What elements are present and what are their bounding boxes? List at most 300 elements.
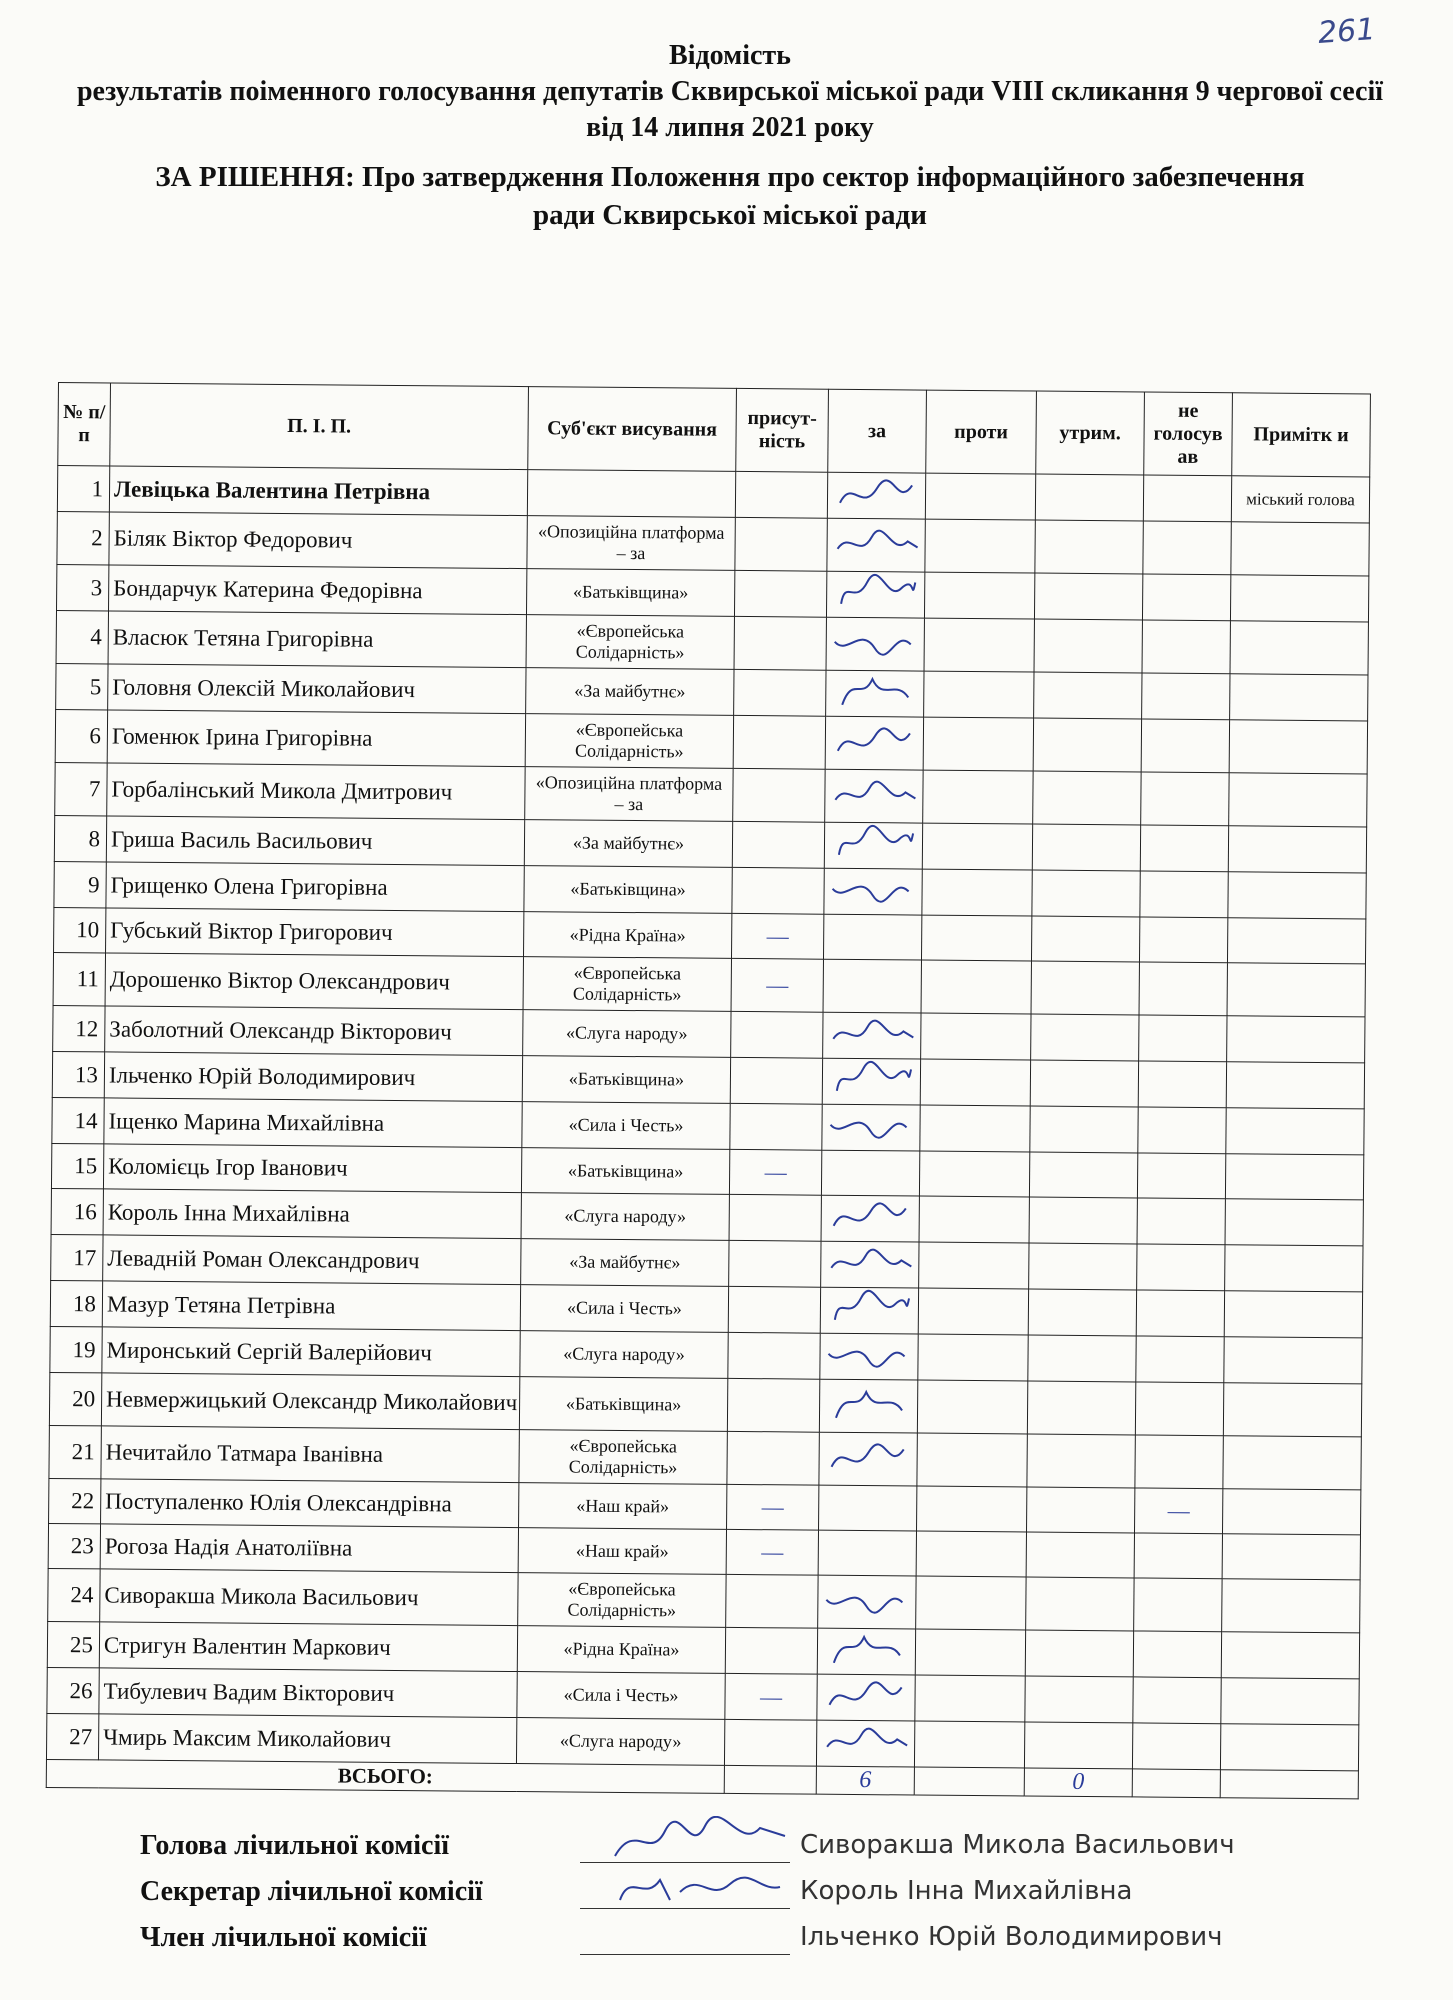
commission-person: Сиворакша Микола Васильович <box>800 1830 1235 1860</box>
row-note <box>1228 872 1366 919</box>
row-against <box>915 1629 1025 1676</box>
commission-row <box>140 1876 1390 1922</box>
row-note <box>1227 918 1365 964</box>
row-name: Поступаленко Юлія Олександрівна <box>101 1479 519 1528</box>
row-name: Грищенко Олена Григорівна <box>106 862 524 912</box>
row-name: Тибулевич Вадим Вікторович <box>99 1668 517 1718</box>
row-against <box>916 1531 1026 1577</box>
handwritten-signature-icon <box>825 1288 915 1329</box>
header-party: Суб'єкт висування <box>528 387 737 472</box>
row-not-voted <box>1137 1244 1225 1291</box>
total-present <box>724 1765 816 1794</box>
row-against <box>923 770 1033 824</box>
row-against <box>920 1105 1030 1152</box>
row-against <box>918 1288 1028 1335</box>
row-for <box>826 617 924 671</box>
handwritten-signature-icon <box>824 1334 914 1375</box>
row-against <box>924 572 1034 619</box>
header-against: проти <box>926 390 1037 474</box>
row-note: міський голова <box>1231 476 1369 523</box>
row-note <box>1231 522 1369 576</box>
row-party: «Сила і Честь» <box>517 1672 725 1720</box>
total-label: ВСЬОГО: <box>46 1759 724 1793</box>
row-num: 6 <box>55 709 107 762</box>
row-name: Заболотний Олександр Вікторович <box>105 1006 523 1056</box>
row-name: Ільченко Юрій Володимирович <box>104 1052 522 1102</box>
row-present <box>734 669 826 716</box>
row-present: — <box>727 1484 819 1530</box>
row-party <box>527 470 735 518</box>
row-against <box>925 473 1035 520</box>
row-abstain <box>1027 1434 1135 1488</box>
row-present <box>732 867 824 914</box>
row-note <box>1223 1383 1361 1437</box>
row-abstain <box>1034 573 1142 620</box>
row-name: Коломієць Ігор Іванович <box>103 1144 521 1193</box>
row-name: Губський Віктор Григорович <box>106 908 524 957</box>
row-num: 25 <box>47 1621 99 1667</box>
row-not-voted <box>1134 1533 1222 1579</box>
row-for <box>827 518 925 572</box>
row-party: «Слуга народу» <box>521 1193 729 1241</box>
row-for <box>819 1432 917 1486</box>
handwritten-signature-icon <box>830 720 920 761</box>
row-num: 23 <box>48 1523 100 1568</box>
header-abstain: утрим. <box>1036 391 1145 475</box>
row-abstain <box>1029 1197 1137 1244</box>
row-for <box>822 1058 920 1105</box>
document-subtitle: результатів поіменного голосування депутатів Сквирської міської ради VIII скликання 9 чергової сесії від 14 липня 2021 року <box>76 76 1384 143</box>
row-present <box>727 1378 819 1432</box>
row-against <box>915 1675 1025 1722</box>
vote-table-body <box>46 466 1369 1771</box>
row-num: 5 <box>56 663 108 709</box>
handwritten-signature-icon <box>823 1436 913 1477</box>
row-abstain <box>1030 1060 1138 1107</box>
row-for <box>821 1150 919 1196</box>
handwritten-signature-icon <box>826 1105 916 1146</box>
row-present <box>735 471 827 518</box>
header-not-voted: не голосув ав <box>1144 392 1233 476</box>
row-num: 3 <box>57 564 109 610</box>
row-not-voted <box>1137 1153 1225 1199</box>
row-against <box>924 618 1034 672</box>
row-present <box>724 1719 816 1766</box>
row-against <box>917 1380 1027 1434</box>
row-party: «Європейська Солідарність» <box>523 957 731 1012</box>
total-abstain: 0 <box>1024 1768 1132 1797</box>
row-num: 19 <box>50 1326 102 1372</box>
row-name: Стригун Валентин Маркович <box>99 1622 517 1672</box>
row-abstain <box>1035 474 1143 521</box>
row-abstain <box>1034 672 1142 719</box>
row-name: Сиворакша Микола Васильович <box>100 1569 518 1626</box>
row-not-voted <box>1136 1336 1224 1383</box>
handwritten-signature-icon <box>829 823 919 864</box>
row-present <box>725 1627 817 1674</box>
row-party: «Європейська Солідарність» <box>518 1573 726 1628</box>
row-for <box>827 472 925 519</box>
row-against <box>924 671 1034 718</box>
handwritten-signature-icon <box>828 869 918 910</box>
header-num: № п/п <box>58 383 111 466</box>
row-present <box>728 1332 820 1379</box>
row-not-voted <box>1143 475 1231 522</box>
row-num: 8 <box>54 815 106 861</box>
row-abstain <box>1026 1532 1134 1578</box>
row-present <box>727 1431 819 1485</box>
row-for <box>825 716 923 770</box>
commission-signatures <box>140 1830 1390 1968</box>
row-name: Мазур Тетяна Петрівна <box>102 1281 520 1331</box>
handwritten-signature-icon <box>610 1862 790 1912</box>
total-for: 6 <box>816 1766 914 1795</box>
row-name: Рогоза Надія Анатоліївна <box>100 1524 518 1573</box>
document-heading <box>40 38 1420 234</box>
row-num: 13 <box>52 1051 104 1097</box>
row-present <box>733 715 825 769</box>
row-num: 10 <box>54 907 106 952</box>
row-name: Власюк Тетяна Григорівна <box>108 611 526 668</box>
row-name: Невмержицький Олександр Миколайович <box>101 1373 519 1430</box>
row-note <box>1222 1579 1360 1633</box>
row-against <box>922 823 1032 870</box>
row-note <box>1230 575 1368 622</box>
row-not-voted <box>1141 772 1229 826</box>
row-party: «Наш край» <box>519 1483 727 1530</box>
row-num: 16 <box>51 1188 103 1234</box>
row-present <box>735 517 827 571</box>
row-not-voted <box>1134 1578 1222 1632</box>
row-name: Іщенко Марина Михайлівна <box>104 1098 522 1148</box>
vote-table-container <box>45 382 1370 1857</box>
row-for <box>826 571 924 618</box>
row-name: Дорошенко Віктор Олександрович <box>105 953 523 1010</box>
row-not-voted <box>1139 1015 1227 1062</box>
row-num: 24 <box>48 1568 100 1621</box>
row-present: — <box>731 913 823 959</box>
row-for <box>817 1628 915 1675</box>
row-for <box>818 1575 916 1629</box>
row-against <box>919 1151 1029 1197</box>
row-not-voted <box>1140 825 1228 872</box>
row-not-voted <box>1142 574 1230 621</box>
row-party: «Наш край» <box>518 1528 726 1575</box>
commission-role: Член лічильної комісії <box>140 1922 427 1953</box>
row-party: «Батьківщина» <box>519 1377 727 1432</box>
row-not-voted <box>1132 1723 1220 1770</box>
vote-table <box>46 382 1371 1799</box>
row-not-voted <box>1139 917 1227 963</box>
row-for <box>825 769 923 823</box>
signature-line <box>580 1954 790 1955</box>
row-not-voted <box>1142 673 1230 720</box>
row-note <box>1227 1016 1365 1063</box>
handwritten-signature-icon <box>610 1816 790 1866</box>
row-party: «Європейська Солідарність» <box>526 615 734 670</box>
row-note <box>1230 674 1368 721</box>
row-name: Левадній Роман Олександрович <box>103 1235 521 1285</box>
row-present <box>729 1240 821 1287</box>
row-note <box>1220 1724 1358 1771</box>
row-note <box>1223 1436 1361 1490</box>
row-party: «Опозиційна платформа – за <box>527 516 735 571</box>
handwritten-signature-icon <box>832 473 922 514</box>
row-present <box>728 1286 820 1333</box>
row-abstain <box>1029 1243 1137 1290</box>
row-present <box>730 1057 822 1104</box>
row-not-voted <box>1133 1677 1221 1724</box>
row-abstain <box>1034 619 1142 673</box>
row-abstain <box>1031 916 1139 962</box>
row-note <box>1229 720 1367 774</box>
row-abstain <box>1033 718 1141 772</box>
row-name: Бондарчук Катерина Федорівна <box>109 565 527 615</box>
row-abstain <box>1035 520 1143 574</box>
handwritten-signature-icon <box>827 1013 917 1054</box>
row-note <box>1225 1245 1363 1292</box>
row-for <box>820 1287 918 1334</box>
commission-role: Голова лічильної комісії <box>140 1830 450 1861</box>
row-note <box>1227 963 1365 1017</box>
row-num: 11 <box>53 952 105 1005</box>
row-name: Король Інна Михайлівна <box>103 1189 521 1239</box>
row-note <box>1221 1632 1359 1679</box>
row-party: «Батьківщина» <box>524 866 732 914</box>
row-note <box>1222 1534 1360 1580</box>
commission-row <box>140 1922 1390 1968</box>
handwritten-signature-icon <box>827 1059 917 1100</box>
decision-line-2: ради Сквирської міської ради <box>533 199 927 231</box>
row-abstain <box>1026 1577 1134 1631</box>
row-present <box>726 1574 818 1628</box>
row-for <box>819 1379 917 1433</box>
row-for <box>816 1720 914 1767</box>
row-for <box>821 1195 919 1242</box>
row-name: Чмирь Максим Миколайович <box>98 1714 516 1764</box>
row-not-voted <box>1138 1107 1226 1154</box>
handwritten-signature-icon <box>826 1196 916 1237</box>
row-num: 9 <box>54 861 106 907</box>
row-name: Біляк Віктор Федорович <box>109 512 527 569</box>
row-abstain <box>1027 1381 1135 1435</box>
row-party: «Рідна Країна» <box>517 1626 725 1674</box>
row-num: 21 <box>49 1425 101 1478</box>
row-note <box>1222 1489 1360 1535</box>
handwritten-signature-icon <box>831 621 921 662</box>
row-party: «Батьківщина» <box>522 1056 730 1104</box>
row-num: 15 <box>51 1143 103 1188</box>
total-against <box>914 1767 1024 1796</box>
row-party: «Опозиційна платформа – за <box>525 767 733 822</box>
row-abstain <box>1029 1152 1137 1198</box>
row-present <box>733 768 825 822</box>
row-name: Левіцька Валентина Петрівна <box>109 466 527 516</box>
row-against <box>921 915 1031 961</box>
row-not-voted <box>1142 620 1230 674</box>
row-present <box>730 1103 822 1150</box>
handwritten-signature-icon <box>822 1579 912 1620</box>
row-against <box>918 1334 1028 1381</box>
row-against <box>923 717 1033 771</box>
row-name: Головня Олексій Миколайович <box>108 664 526 714</box>
row-not-voted <box>1143 521 1231 575</box>
row-not-voted <box>1135 1382 1223 1436</box>
row-note <box>1226 1062 1364 1109</box>
row-against <box>925 519 1035 573</box>
handwritten-signature-icon <box>830 671 920 712</box>
row-num: 26 <box>47 1667 99 1713</box>
header-present: присут-ність <box>736 388 829 472</box>
row-abstain <box>1025 1630 1133 1677</box>
row-for <box>824 822 922 869</box>
row-for <box>826 670 924 717</box>
row-note <box>1225 1199 1363 1246</box>
document-title: Відомість <box>669 40 791 71</box>
row-num: 12 <box>53 1005 105 1051</box>
row-abstain <box>1027 1487 1135 1533</box>
row-not-voted <box>1133 1631 1221 1678</box>
row-abstain <box>1025 1676 1133 1723</box>
row-note <box>1224 1291 1362 1338</box>
row-not-voted: — <box>1134 1488 1222 1534</box>
row-note <box>1226 1108 1364 1155</box>
row-present: — <box>729 1149 821 1195</box>
commission-person: Король Інна Михайлівна <box>800 1876 1133 1906</box>
row-not-voted <box>1139 962 1227 1016</box>
row-note <box>1225 1154 1363 1200</box>
handwritten-signature-icon <box>825 1242 915 1283</box>
row-against <box>917 1486 1027 1532</box>
row-abstain <box>1024 1722 1132 1769</box>
row-num: 1 <box>57 466 109 512</box>
total-note <box>1220 1770 1358 1799</box>
row-not-voted <box>1137 1198 1225 1245</box>
row-for <box>819 1485 917 1531</box>
row-name: Миронський Сергій Валерійович <box>102 1327 520 1377</box>
row-party: «Батьківщина» <box>521 1148 729 1195</box>
row-present: — <box>731 958 823 1012</box>
decision-line-1: ЗА РІШЕННЯ: Про затвердження Положення про сектор інформаційного забезпечення <box>155 161 1305 193</box>
row-not-voted <box>1135 1435 1223 1489</box>
row-abstain <box>1028 1289 1136 1336</box>
row-num: 20 <box>49 1372 101 1425</box>
row-party: «Сила і Честь» <box>520 1285 728 1333</box>
row-party: «Європейська Солідарність» <box>519 1430 727 1485</box>
row-present <box>734 570 826 617</box>
row-not-voted <box>1141 719 1229 773</box>
row-name: Гоменюк Ірина Григорівна <box>107 710 525 767</box>
row-note <box>1224 1337 1362 1384</box>
row-num: 22 <box>49 1478 101 1523</box>
row-party: «Рідна Країна» <box>524 912 732 959</box>
row-party: «За майбутнє» <box>526 668 734 716</box>
row-num: 14 <box>52 1097 104 1143</box>
row-for <box>818 1530 916 1576</box>
row-for <box>824 868 922 915</box>
handwritten-signature-icon <box>829 773 919 814</box>
handwritten-signature-icon <box>824 1383 914 1424</box>
header-for: за <box>828 389 927 473</box>
row-for <box>820 1333 918 1380</box>
handwritten-signature-icon <box>821 1721 911 1762</box>
row-name: Нечитайло Татмара Іванівна <box>101 1426 519 1483</box>
row-present: — <box>725 1673 817 1720</box>
row-name: Горбалінський Микола Дмитрович <box>107 763 525 820</box>
row-abstain <box>1031 961 1139 1015</box>
handwritten-signature-icon <box>831 522 921 563</box>
handwritten-signature-icon <box>822 1629 912 1670</box>
row-note <box>1230 621 1368 675</box>
row-not-voted <box>1136 1290 1224 1337</box>
row-against <box>916 1576 1026 1630</box>
row-present <box>732 821 824 868</box>
row-against <box>922 869 1032 916</box>
row-note <box>1229 773 1367 827</box>
row-num: 27 <box>46 1713 98 1759</box>
row-num: 18 <box>50 1280 102 1326</box>
row-present <box>734 616 826 670</box>
row-against <box>917 1433 1027 1487</box>
row-against <box>920 1059 1030 1106</box>
header-note: Примітк и <box>1232 393 1371 477</box>
row-party: «Слуга народу» <box>520 1331 728 1379</box>
row-not-voted <box>1138 1061 1226 1108</box>
row-against <box>914 1721 1024 1768</box>
row-abstain <box>1031 1014 1139 1061</box>
row-abstain <box>1032 824 1140 871</box>
row-num: 4 <box>56 610 108 663</box>
row-num: 2 <box>57 511 109 564</box>
row-abstain <box>1028 1335 1136 1382</box>
row-note <box>1221 1678 1359 1725</box>
row-abstain <box>1030 1106 1138 1153</box>
row-not-voted <box>1140 871 1228 918</box>
row-for <box>822 1104 920 1151</box>
header-name: П. І. П. <box>110 383 529 470</box>
row-party: «Слуга народу» <box>523 1010 731 1058</box>
row-against <box>919 1242 1029 1289</box>
total-not-voted <box>1132 1769 1220 1798</box>
row-against <box>921 960 1031 1014</box>
row-note <box>1228 826 1366 873</box>
row-abstain <box>1033 771 1141 825</box>
row-party: «Батьківщина» <box>526 569 734 617</box>
row-num: 17 <box>51 1234 103 1280</box>
row-present <box>729 1194 821 1241</box>
table-header-row <box>58 383 1371 477</box>
row-party: «Слуга народу» <box>516 1718 724 1766</box>
row-party: «За майбутнє» <box>521 1239 729 1287</box>
row-abstain <box>1032 870 1140 917</box>
row-party: «Європейська Солідарність» <box>525 714 733 769</box>
row-for <box>823 959 921 1013</box>
row-present <box>731 1011 823 1058</box>
commission-role: Секретар лічильної комісії <box>140 1876 483 1907</box>
handwritten-signature-icon <box>821 1675 911 1716</box>
row-for <box>823 914 921 960</box>
row-against <box>919 1196 1029 1243</box>
row-num: 7 <box>55 762 107 815</box>
row-for <box>817 1674 915 1721</box>
row-name: Гриша Василь Васильович <box>106 816 524 866</box>
row-party: «Сила і Честь» <box>522 1102 730 1150</box>
row-for <box>821 1241 919 1288</box>
commission-person: Ільченко Юрій Володимирович <box>800 1922 1223 1952</box>
row-for <box>823 1012 921 1059</box>
row-party: «За майбутнє» <box>524 820 732 868</box>
row-against <box>921 1013 1031 1060</box>
